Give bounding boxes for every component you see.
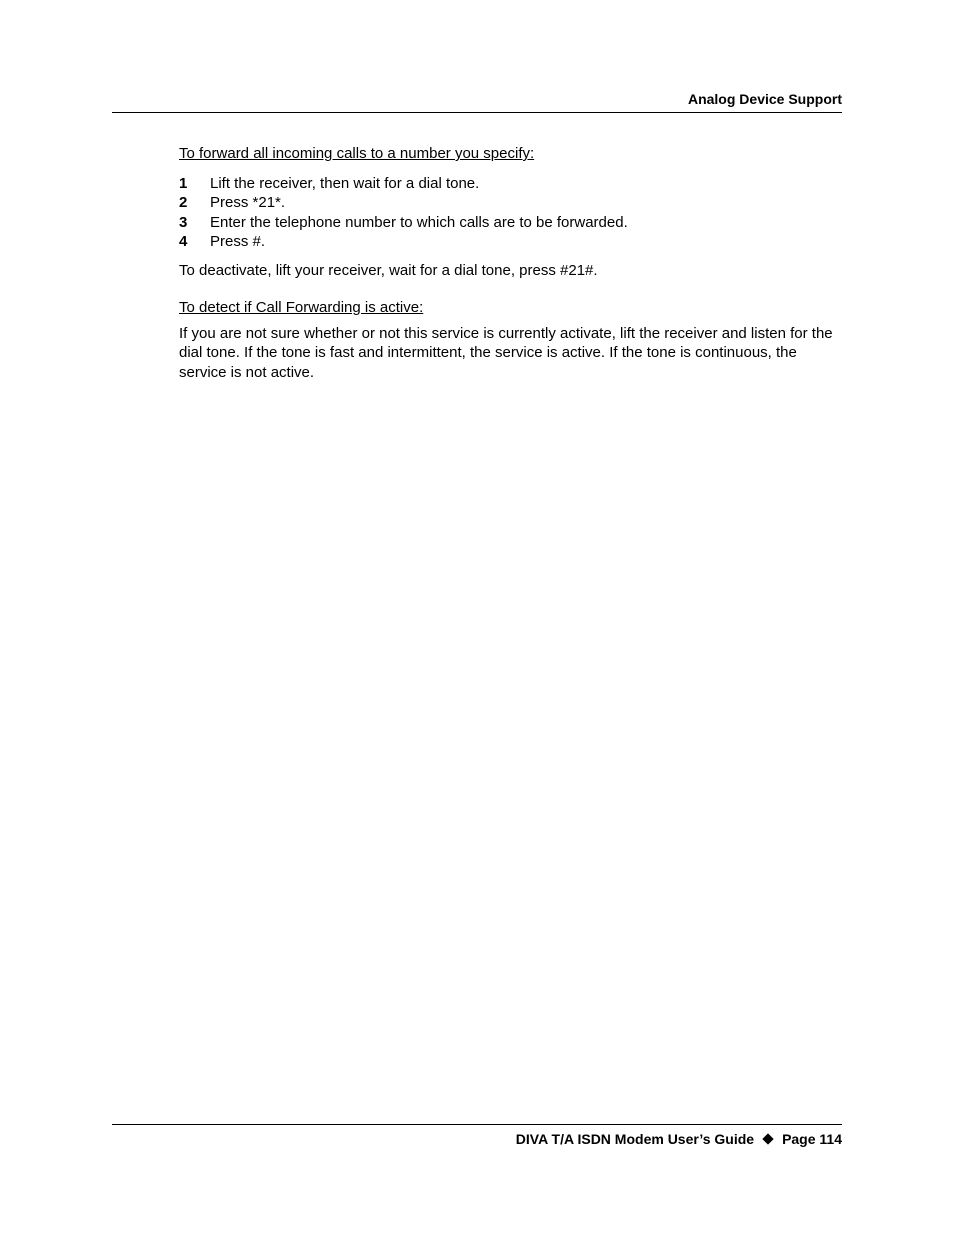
step-number: 4	[179, 233, 188, 250]
header-divider	[112, 112, 842, 113]
detect-procedure-body: If you are not sure whether or not this service is currently activate, lift the receiver and listen for the dial tone. If the tone is fast and intermittent, the service is active. If the tone is continuous, the service is not active.	[179, 324, 833, 381]
step-number: 1	[179, 174, 188, 192]
forward-procedure-heading: To forward all incoming calls to a number you specify:	[179, 145, 535, 162]
footer-line	[516, 1131, 842, 1147]
step-text: Lift the receiver, then wait for a dial tone.	[210, 174, 480, 192]
page-number: Page 114	[782, 1131, 842, 1147]
page-content	[179, 144, 834, 382]
step-text: Enter the telephone number to which calls are to be forwarded.	[210, 213, 628, 231]
list-item	[179, 174, 834, 194]
deactivate-note: To deactivate, lift your receiver, wait for a dial tone, press #21#.	[179, 261, 598, 279]
list-item	[179, 213, 834, 233]
step-text: Press #.	[210, 233, 266, 250]
list-item	[179, 193, 834, 213]
forward-steps-list	[179, 174, 834, 252]
guide-title: DIVA T/A ISDN Modem User’s Guide	[515, 1131, 755, 1147]
section-title: Analog Device Support	[687, 91, 842, 107]
step-text: Press *21*.	[210, 194, 286, 211]
step-number: 2	[179, 194, 188, 211]
diamond-icon	[762, 1133, 773, 1144]
footer-divider	[112, 1124, 842, 1125]
list-item	[179, 232, 834, 252]
detect-procedure-heading: To detect if Call Forwarding is active:	[179, 299, 424, 316]
step-number: 3	[179, 213, 188, 231]
